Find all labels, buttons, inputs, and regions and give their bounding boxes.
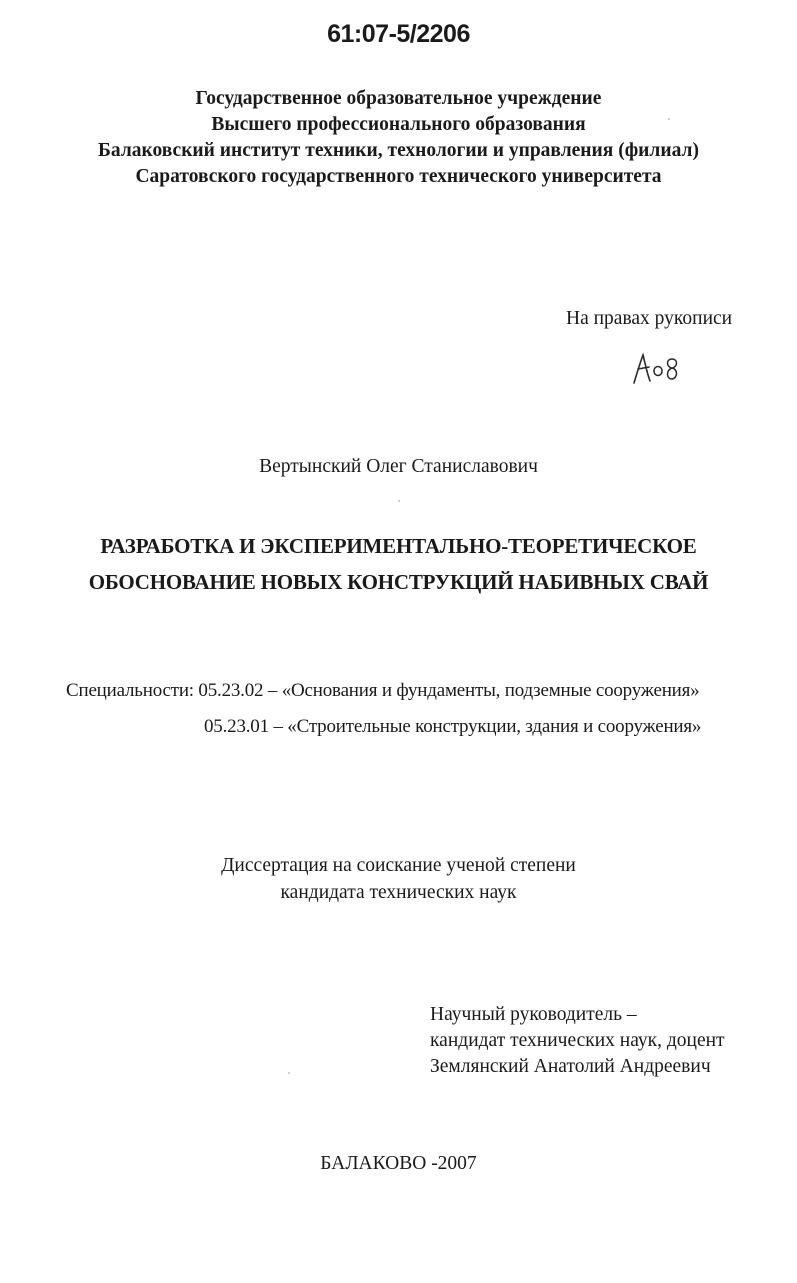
scan-speck — [668, 118, 670, 120]
scan-speck — [398, 500, 400, 502]
library-stamp-number: 61:07-5/2206 — [327, 20, 470, 48]
advisor-line: Научный руководитель – — [430, 1004, 637, 1025]
handwritten-mark-icon — [628, 351, 688, 387]
degree-line: Диссертация на соискание ученой степени — [221, 855, 576, 876]
scan-speck — [288, 1072, 290, 1074]
degree-statement — [0, 852, 797, 906]
city-year: БАЛАКОВО -2007 — [320, 1153, 477, 1174]
institution-line: Государственное образовательное учреждение — [195, 88, 602, 109]
scientific-advisor — [430, 1002, 725, 1080]
institution-line: Балаковский институт техники, технологии и управления (филиал) — [98, 140, 699, 161]
institution-line: Высшего профессионального образования — [211, 114, 586, 135]
manuscript-rights-note: На правах рукописи — [566, 308, 733, 329]
institution-block — [0, 86, 797, 190]
advisor-line: Землянский Анатолий Андреевич — [430, 1056, 711, 1077]
dissertation-title — [0, 528, 797, 600]
degree-line: кандидата технических наук — [280, 882, 517, 903]
advisor-line: кандидат технических наук, доцент — [430, 1030, 725, 1051]
author-name: Вертынский Олег Станиславович — [259, 456, 538, 477]
specialty-line-2: 05.23.01 – «Строительные конструкции, здания и сооружения» — [204, 716, 702, 737]
title-line: ОБОСНОВАНИЕ НОВЫХ КОНСТРУКЦИЙ НАБИВНЫХ СВАЙ — [88, 570, 709, 594]
title-line: РАЗРАБОТКА И ЭКСПЕРИМЕНТАЛЬНО-ТЕОРЕТИЧЕСКОЕ — [100, 534, 697, 558]
institution-line: Саратовского государственного технического университета — [135, 166, 662, 187]
specialty-line-1: Специальности: 05.23.02 – «Основания и фундаменты, подземные сооружения» — [66, 680, 700, 701]
